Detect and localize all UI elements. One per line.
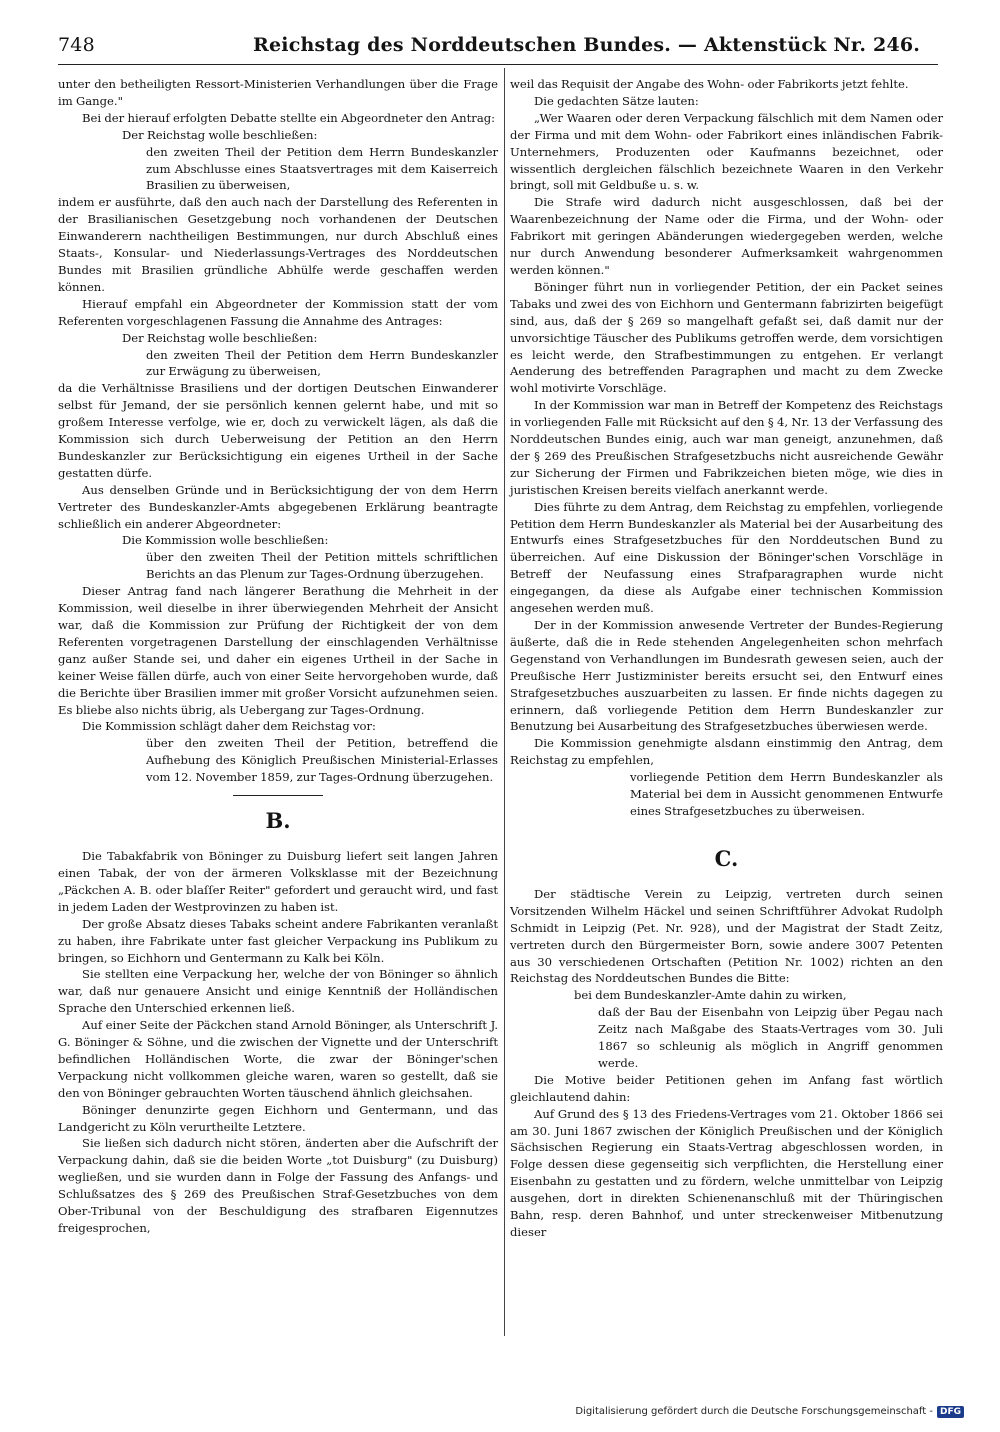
paragraph: Der städtische Verein zu Leipzig, vertreten durch seinen Vorsitzenden Wilhelm Häckel und seinen Schriftführer Advokat Rudolph Schmidt in Leipzig (Pet. Nr. 928), und der Magistrat der Stadt Zeitz, vertreten durch den Bürgermeister Born, sowie andere 3007 Petenten aus 30 verschiedenen Ortschaften (Petition Nr. 1002) richten an den Reichstag des Norddeutschen Bundes die Bitte: xyxy=(510,886,943,986)
paragraph: Die Motive beider Petitionen gehen im Anfang fast wörtlich gleichlautend dahin: xyxy=(510,1072,943,1104)
quote-text: über den zweiten Theil der Petition, betreffend die Aufhebung des Königlich Preußischen Ministerial-Erlasses vom 12. November 1859, zur Tages-Ordnung überzugehen. xyxy=(146,736,498,785)
paragraph: Hierauf empfahl ein Abgeordneter der Kommission statt der vom Referenten vorgeschlagenen Fassung die Annahme des Antrages: xyxy=(58,296,498,328)
paragraph: Sie stellten eine Verpackung her, welche der von Böninger so ähnlich war, daß nur genauere Ansicht und einige Kenntniß der Holländischen Sprache den Unterschied erkennen ließ. xyxy=(58,967,498,1016)
right-column xyxy=(510,76,943,1241)
page-number: 748 xyxy=(58,34,95,56)
paragraph: Aus denselben Gründe und in Berücksichtigung der von dem Herrn Vertreter des Bundeskanzler-Amts abgegebenen Erklärung beantragte schließlich ein anderer Abgeordneter: xyxy=(58,482,498,531)
footer-text: Digitalisierung gefördert durch die Deutsche Forschungsgemeinschaft - xyxy=(575,1406,933,1417)
header-rule xyxy=(58,64,938,65)
paragraph: indem er ausführte, daß den auch nach der Darstellung des Referenten in der Brasilianischen Gesetzgebung noch vorhandenen der Deutschen Einwanderern nachtheiligen Bestimmungen, nur durch Abschluß eines Staats-, Konsular- und Niederlassungs-Vertrages des Norddeutschen Bundes mit Brasilien gründliche Abhülfe werde geschaffen werden können. xyxy=(58,195,498,294)
paragraph: unter den betheiligten Ressort-Ministerien Verhandlungen über die Frage im Gange." xyxy=(58,77,498,108)
paragraph: Dieser Antrag fand nach längerer Berathung die Mehrheit in der Kommission, weil dieselbe in ihrer überwiegenden Mehrheit der Ansicht war, daß die Kommission zur Prüfung der Richtigkeit der von dem Referenten vorgetragenen Darstellung der einschlagenden Verhältnisse ganz außer Stande sei, und daher ein eigenes Urtheil in der Sache in keiner Weise fällen dürfe, auch von einer Seite hervorgehoben wurde, daß die Berichte über Brasilien immer mit großer Vorsicht aufzunehmen seien. Es bliebe also nichts übrig, als Uebergang zur Tages-Ordnung. xyxy=(58,584,498,717)
paragraph: Der große Absatz dieses Tabaks scheint andere Fabrikanten veranlaßt zu haben, ihre Fabrikate unter fast gleicher Verpackung ins Publikum zu bringen, so Eichhorn und Gentermann zu Kalk bei Köln. xyxy=(58,916,498,965)
paragraph: weil das Requisit der Angabe des Wohn- oder Fabrikorts jetzt fehlte. xyxy=(510,77,909,91)
paragraph: Bei der hierauf erfolgten Debatte stellte ein Abgeordneter den Antrag: xyxy=(82,110,496,125)
paragraph: Die Kommission schlägt daher dem Reichstag vor: xyxy=(82,719,376,734)
left-column xyxy=(58,76,498,1237)
quote-heading: bei dem Bundeskanzler-Amte dahin zu wirken, xyxy=(574,988,847,1003)
paragraph: Die Kommission genehmigte alsdann einstimmig den Antrag, dem Reichstag zu empfehlen, xyxy=(510,736,943,768)
quote-text: vorliegende Petition dem Herrn Bundeskanzler als Material bei dem in Aussicht genommenen Entwurfe eines Strafgesetzbuches zu überweisen. xyxy=(630,770,943,818)
quote-heading: Der Reichstag wolle beschließen: xyxy=(122,127,318,142)
paragraph: Der in der Kommission anwesende Vertreter der Bundes-Regierung äußerte, daß die in Rede stehenden Angelegenheiten schon mehrfach Gegenstand von Verhandlungen im Bundesrath gewesen seien, auch der Preußische Herr Justizminister bereits ersucht sei, den Entwurf eines Strafgesetzbuches auszuarbeiten zu lassen. Er finde nichts dagegen zu erinnern, daß vorliegende Petition dem Herrn Bundeskanzler zur Benutzung bei Ausarbeitung des Strafgesetzbuches überwiesen werde. xyxy=(510,618,943,734)
paragraph: da die Verhältnisse Brasiliens und der dortigen Deutschen Einwanderer selbst für Jemand, der sie persönlich kennen gelernt habe, und mit so großem Interesse verfolge, wie er, doch zu verwickelt lägen, als daß die Kommission sich durch Ueberweisung der Petition an den Herrn Bundeskanzler zur Berücksichtigung ein eigenes Urtheil in der Sache gestatten dürfe. xyxy=(58,381,498,480)
quote-text: den zweiten Theil der Petition dem Herrn Bundeskanzler zur Erwägung zu überweisen, xyxy=(146,347,498,379)
dfg-logo: DFG xyxy=(937,1406,964,1418)
column-divider xyxy=(504,68,505,1336)
quote-heading: Der Reichstag wolle beschließen: xyxy=(122,330,318,345)
spacer xyxy=(510,820,943,836)
paragraph: Sie ließen sich dadurch nicht stören, änderten aber die Aufschrift der Verpackung dahin, daß sie die beiden Worte „tot Duisburg" (zu Duisburg) wegließen, und sie wurden dann in Folge der Fassung des Anfangs- und Schlußsatzes des § 269 des Preußischen Straf-Gesetzbuches von dem Ober-Tribunal von der Beschuldigung des strafbaren Eigennutzes freigesprochen, xyxy=(58,1136,498,1235)
quote-text: daß der Bau der Eisenbahn von Leipzig über Pegau nach Zeitz nach Maßgabe des Staats-Vertrages vom 30. Juli 1867 so schleunig als möglich in Angriff genommen werde. xyxy=(598,1005,943,1070)
quote-text: „Wer Waaren oder deren Verpackung fälschlich mit dem Namen oder der Firma und mit dem Wohn- oder Fabrikort eines inländischen Fabrik-Unternehmers, Produzenten oder Kaufmanns bezeichnet, oder wissentlich dergleichen fälschlich bezeichnete Waaren in den Verkehr bringt, soll mit Geldbuße u. s. w. xyxy=(510,110,943,193)
paragraph: Die gedachten Sätze lauten: xyxy=(534,93,699,108)
section-heading-c: C. xyxy=(714,845,739,871)
paragraph: Böninger denunzirte gegen Eichhorn und Gentermann, und das Landgericht zu Köln verurtheilte Letztere. xyxy=(58,1102,498,1134)
paragraph: In der Kommission war man in Betreff der Kompetenz des Reichstags in vorliegenden Falle mit Rücksicht auf den § 4, Nr. 13 der Verfassung des Norddeutschen Bundes einig, auch war man geneigt, anzunehmen, daß der § 269 des Preußischen Strafgesetzbuchs nicht ausreichende Gewähr zur Sicherung der Firmen und Fabrikzeichen bieten möge, wie dies in juristischen Kreisen bereits vielfach anerkannt werde. xyxy=(510,398,943,497)
paragraph: Die Tabakfabrik von Böninger zu Duisburg liefert seit langen Jahren einen Tabak, der von der ärmeren Volksklasse mit der Bezeichnung „Päckchen A. B. oder blaſſer Reiter" gefordert und geraucht wird, und fast in jedem Laden der Westprovinzen zu haben ist. xyxy=(58,849,498,914)
quote-text: über den zweiten Theil der Petition mittels schriftlichen Berichts an das Plenum zur Tages-Ordnung überzugehen. xyxy=(146,550,498,582)
quote-heading: Die Kommission wolle beschließen: xyxy=(122,533,329,548)
page-header xyxy=(58,34,936,62)
paragraph: Auf Grund des § 13 des Friedens-Vertrages vom 21. Oktober 1866 sei am 30. Juni 1867 zwischen der Königlich Preußischen und der Königlich Sächsischen Regierung ein Staats-Vertrag abgeschlossen worden, in Folge dessen diese gegenseitig sich verpflichten, die Herstellung einer Eisenbahn zu gestatten und zu fördern, welche unmittelbar von Leipzig ausgehen, dort in direkten Schienenanschluß mit der Thüringischen Bahn, resp. deren Bahnhof, und unter streckenweiser Mitbenutzung dieser xyxy=(510,1106,943,1239)
paragraph: Böninger führt nun in vorliegender Petition, der ein Packet seines Tabaks und zwei des von Eichhorn und Gentermann fabrizirten beigefügt sind, aus, daß der § 269 so mangelhaft gefaßt sei, daß damit nur der unvorsichtige Täuscher des Publikums getroffen werde, dem vorsichtigen es leicht werde, den Strafbestimmungen zu entgehen. Er verlangt Aenderung des betreffenden Paragraphen und macht zu dem Zwecke wohl motivirte Vorschläge. xyxy=(510,279,943,396)
section-heading-b: B. xyxy=(265,808,291,834)
quote-text: Die Strafe wird dadurch nicht ausgeschlossen, daß bei der Waarenbezeichnung der Name oder die Firma, und der Wohn- oder Fabrikort mit geringen Abänderungen wiedergegeben werden, welche nur durch Anwendung besonderer Aufmerksamkeit wahrgenommen werden können." xyxy=(510,195,943,277)
quote-text: den zweiten Theil der Petition dem Herrn Bundeskanzler zum Abschlusse eines Staatsvertrages mit dem Kaiserreich Brasilien zu überweisen, xyxy=(146,144,498,193)
page-running-title: Reichstag des Norddeutschen Bundes. — Aktenstück Nr. 246. xyxy=(253,34,921,56)
paragraph: Auf einer Seite der Päckchen stand Arnold Böninger, als Unterschrift J. G. Böninger & Söhne, und die zwischen der Vignette und der Unterschrift befindlichen Holländischen Worte, die zwar der Böninger'schen Verpackung nicht vollkommen gleiche waren, waren so gestellt, daß sie den von Böninger gebrauchten Worten täuschend ähnlich gleichsahen. xyxy=(58,1018,498,1100)
section-rule xyxy=(233,795,323,796)
paragraph: Dies führte zu dem Antrag, dem Reichstag zu empfehlen, vorliegende Petition dem Herrn Bundeskanzler als Material bei der Ausarbeitung des Entwurfs eines Strafgesetzbuches für den Norddeutschen Bund zu überreichen. Auf eine Diskussion der Böninger'schen Vorschläge in Betreff der Neufassung eines Strafparagraphen wurde nicht eingegangen, da diese als Aufgabe einer technischen Kommission angesehen werden muß. xyxy=(510,499,943,616)
digitization-footer xyxy=(575,1406,964,1418)
